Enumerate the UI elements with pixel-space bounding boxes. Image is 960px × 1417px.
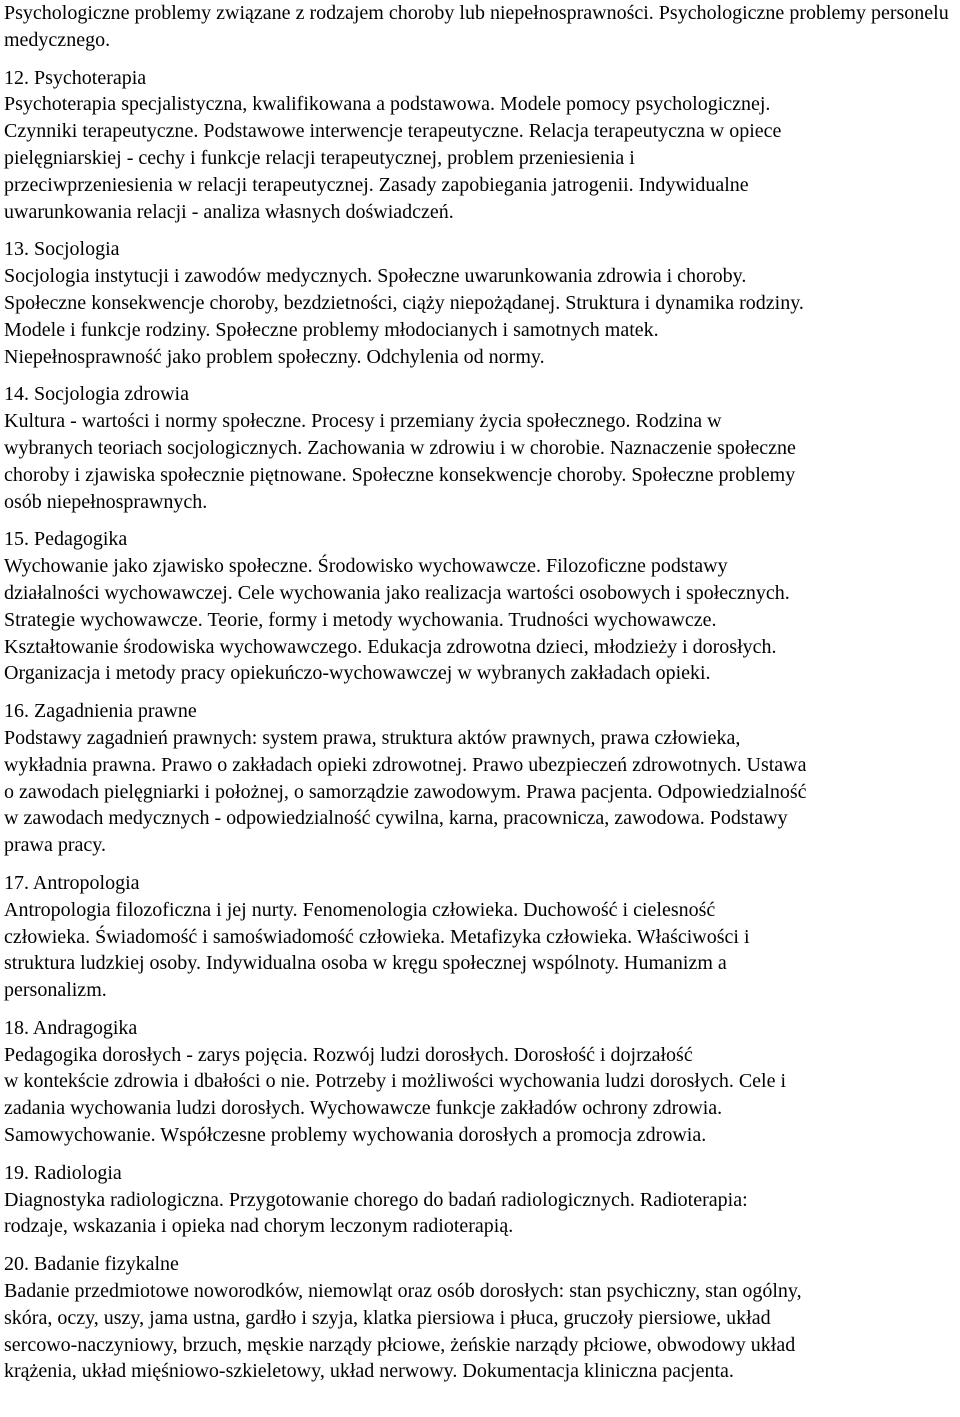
section-heading: 17. Antropologia bbox=[4, 871, 140, 894]
section-body: Badanie przedmiotowe noworodków, niemowląt oraz osób dorosłych: stan psychiczny, stan ogólny, skóra, oczy, uszy, jama ustna, gardło i szyja, klatka piersiowa i płuca, gruczoły piersiowe, układ sercowo-naczyniowy, brzuch, męskie narządy płciowe, żeńskie narządy płciowe, obwodowy układ krążenia, układ mięśniowo-szkieletowy, układ nerwowy. Dokumentacja kliniczna pacjenta. bbox=[4, 1280, 802, 1383]
section-body: Diagnostyka radiologiczna. Przygotowanie chorego do badań radiologicznych. Radioterapia: rodzaje, wskazania i opieka nad chorym leczonym radioterapią. bbox=[4, 1188, 748, 1238]
section-psychoterapia bbox=[4, 65, 952, 226]
section-zagadnienia-prawne bbox=[4, 698, 952, 859]
section-socjologia bbox=[4, 236, 952, 370]
intro-paragraph: Psychologiczne problemy związane z rodzajem choroby lub niepełnosprawności. Psychologiczne problemy personelu medycznego. bbox=[4, 2, 949, 51]
section-body: Pedagogika dorosłych - zarys pojęcia. Rozwój ludzi dorosłych. Dorosłość i dojrzałość w kontekście zdrowia i dbałości o nie. Potrzeby i możliwości wychowania ludzi dorosłych. Cele i zadania wychowania ludzi dorosłych. Wychowawcze funkcje zakładów ochrony zdrowia. Samowychowanie. Współczesne problemy wychowania dorosłych a promocja zdrowia. bbox=[4, 1043, 787, 1147]
section-body: Socjologia instytucji i zawodów medycznych. Społeczne uwarunkowania zdrowia i choroby. Społeczne konsekwencje choroby, bezdzietności, ciąży niepożądanej. Struktura i dynamika rodziny. Modele i funkcje rodziny. Społeczne problemy młodocianych i samotnych matek. Niepełnosprawność jako problem społeczny. Odchylenia od normy. bbox=[4, 265, 804, 368]
section-heading: 15. Pedagogika bbox=[4, 528, 128, 551]
section-radiologia bbox=[4, 1160, 952, 1240]
section-heading: 12. Psychoterapia bbox=[4, 66, 147, 89]
section-body: Wychowanie jako zjawisko społeczne. Środowisko wychowawcze. Filozoficzne podstawy działalności wychowawczej. Cele wychowania jako realizacja wartości osobowych i społecznych. Strategie wychowawcze. Teorie, formy i metody wychowania. Trudności wychowawcze. Kształtowanie środowiska wychowawczego. Edukacja zdrowotna dzieci, młodzieży i dorosłych. Organizacja i metody pracy opiekuńczo-wychowawczej w wybranych zakładach opieki. bbox=[4, 555, 790, 685]
section-heading: 13. Socjologia bbox=[4, 238, 120, 261]
section-body: Antropologia filozoficzna i jej nurty. Fenomenologia człowieka. Duchowość i cielesność człowieka. Świadomość i samoświadomość człowieka. Metafizyka człowieka. Właściwości i struktura ludzkiej osoby. Indywidualna osoba w kręgu społecznej wspólnoty. Humanizm a personalizm. bbox=[4, 898, 750, 1002]
section-andragogika bbox=[4, 1015, 952, 1149]
section-heading: 14. Socjologia zdrowia bbox=[4, 383, 189, 406]
section-heading: 20. Badanie fizykalne bbox=[4, 1253, 179, 1276]
section-heading: 18. Andragogika bbox=[4, 1016, 138, 1039]
section-body: Psychoterapia specjalistyczna, kwalifikowana a podstawowa. Modele pomocy psychologicznej. Czynniki terapeutyczne. Podstawowe interwencje terapeutyczne. Relacja terapeutyczna w opiece pielęgniarskiej - cechy i funkcje relacji terapeutycznej, problem przeniesienia i przeciwprzeniesienia w relacji terapeutycznej. Zasady zapobiegania jatrogenii. Indywidualne uwarunkowania relacji - analiza własnych doświadczeń. bbox=[4, 93, 782, 223]
section-pedagogika bbox=[4, 526, 952, 687]
intro-block bbox=[4, 0, 952, 54]
section-body: Podstawy zagadnień prawnych: system prawa, struktura aktów prawnych, prawa człowieka, wykładnia prawna. Prawo o zakładach opieki zdrowotnej. Prawo ubezpieczeń zdrowotnych. Ustawa o zawodach pielęgniarki i położnej, o samorządzie zawodowym. Prawa pacjenta. Odpowiedzialność w zawodach medycznych - odpowiedzialność cywilna, karna, pracownicza, zawodowa. Podstawy prawa pracy. bbox=[4, 726, 807, 857]
section-heading: 16. Zagadnienia prawne bbox=[4, 700, 197, 723]
section-antropologia bbox=[4, 870, 952, 1004]
section-socjologia-zdrowia bbox=[4, 381, 952, 515]
section-heading: 19. Radiologia bbox=[4, 1161, 122, 1184]
section-badanie-fizykalne bbox=[4, 1251, 952, 1385]
section-body: Kultura - wartości i normy społeczne. Procesy i przemiany życia społecznego. Rodzina w wybranych teoriach socjologicznych. Zachowania w zdrowiu i w chorobie. Naznaczenie społeczne choroby i zjawiska społecznie piętnowane. Społeczne konsekwencje choroby. Społeczne problemy osób niepełnosprawnych. bbox=[4, 410, 796, 513]
